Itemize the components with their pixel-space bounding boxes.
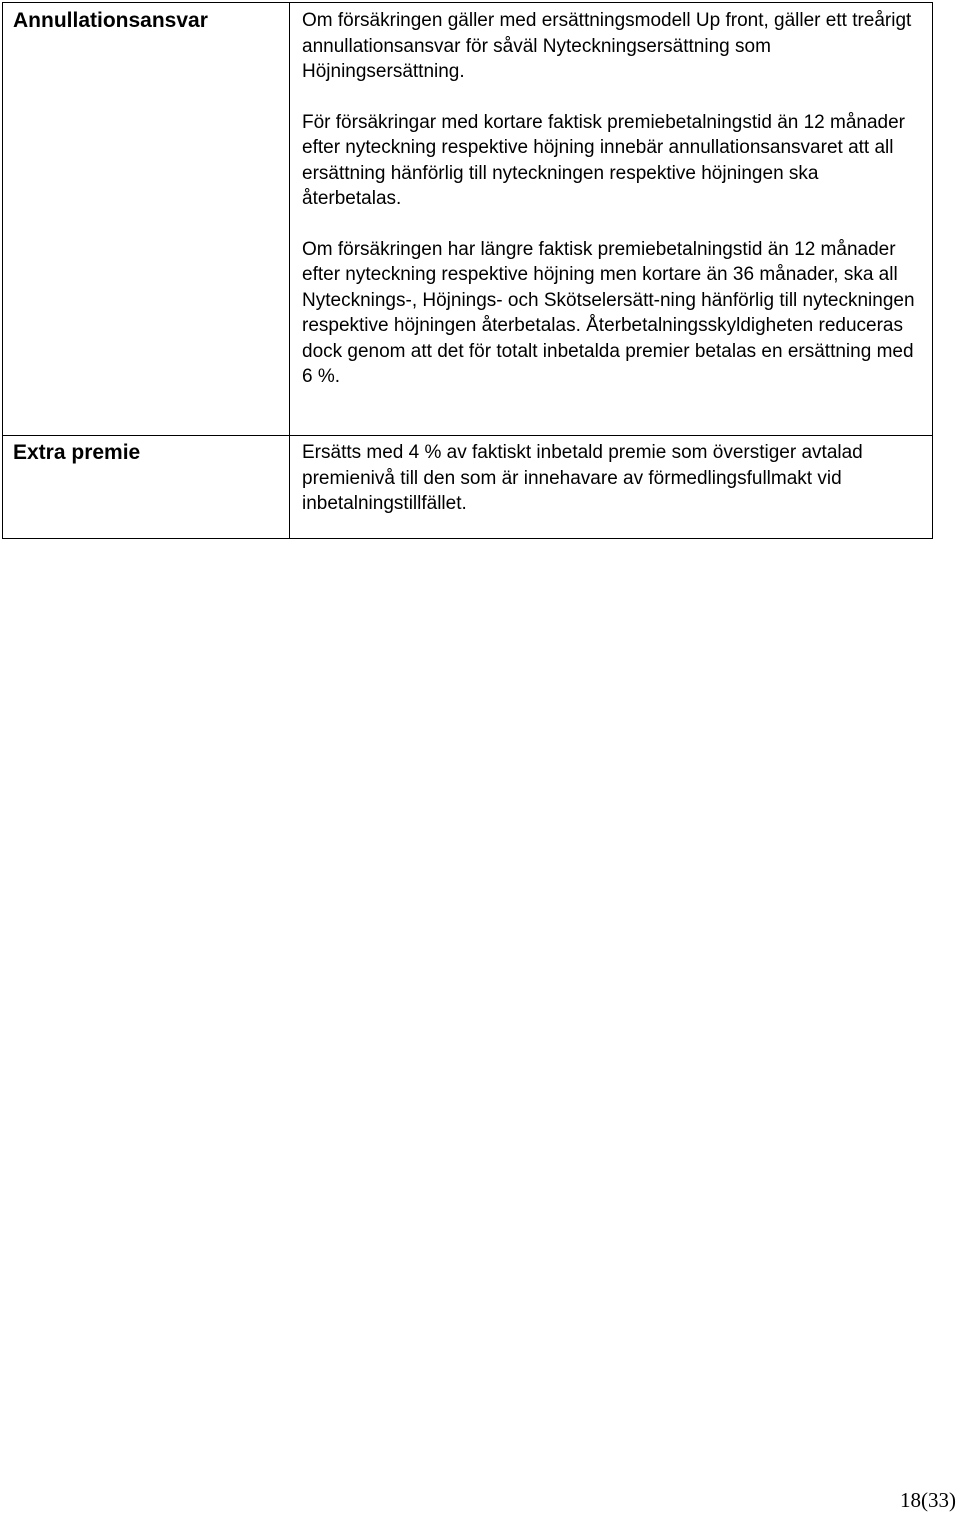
paragraph: Om försäkringen har längre faktisk premiebetalningstid än 12 månader efter nyteckning respektive höjning men kortare än 36 månader, ska all Nytecknings-, Höjnings- och Skötselersätt-ning hänförlig till nyteckningen respektive höjningen återbetalas. Återbetalningsskyldigheten reduceras dock genom att det för totalt inbetalda premier betalas en ersättning med 6 %. (302, 238, 915, 387)
page-number: 18(33) (900, 1488, 956, 1512)
table-row (3, 3, 933, 436)
paragraph: Om försäkringen gäller med ersättningsmodell Up front, gäller ett treårigt annullationsansvar för såväl Nyteckningsersättning som Höjningsersättning. (302, 10, 912, 82)
terms-table (2, 2, 933, 539)
row-body-extra-premie (290, 436, 933, 539)
row-label-annullationsansvar: Annullationsansvar (3, 3, 290, 436)
row-body-annullationsansvar (290, 3, 933, 436)
table-row (3, 436, 933, 539)
row-label-extra-premie: Extra premie (3, 436, 290, 539)
paragraph: För försäkringar med kortare faktisk premiebetalningstid än 12 månader efter nyteckning respektive höjning innebär annullationsansvaret att all ersättning hänförlig till nyteckningen respektive höjningen ska återbetalas. (302, 111, 906, 209)
paragraph: Ersätts med 4 % av faktiskt inbetald premie som överstiger avtalad premienivå till den som är innehavare av förmedlingsfullmakt vid inbetalningstillfället. (302, 442, 863, 514)
